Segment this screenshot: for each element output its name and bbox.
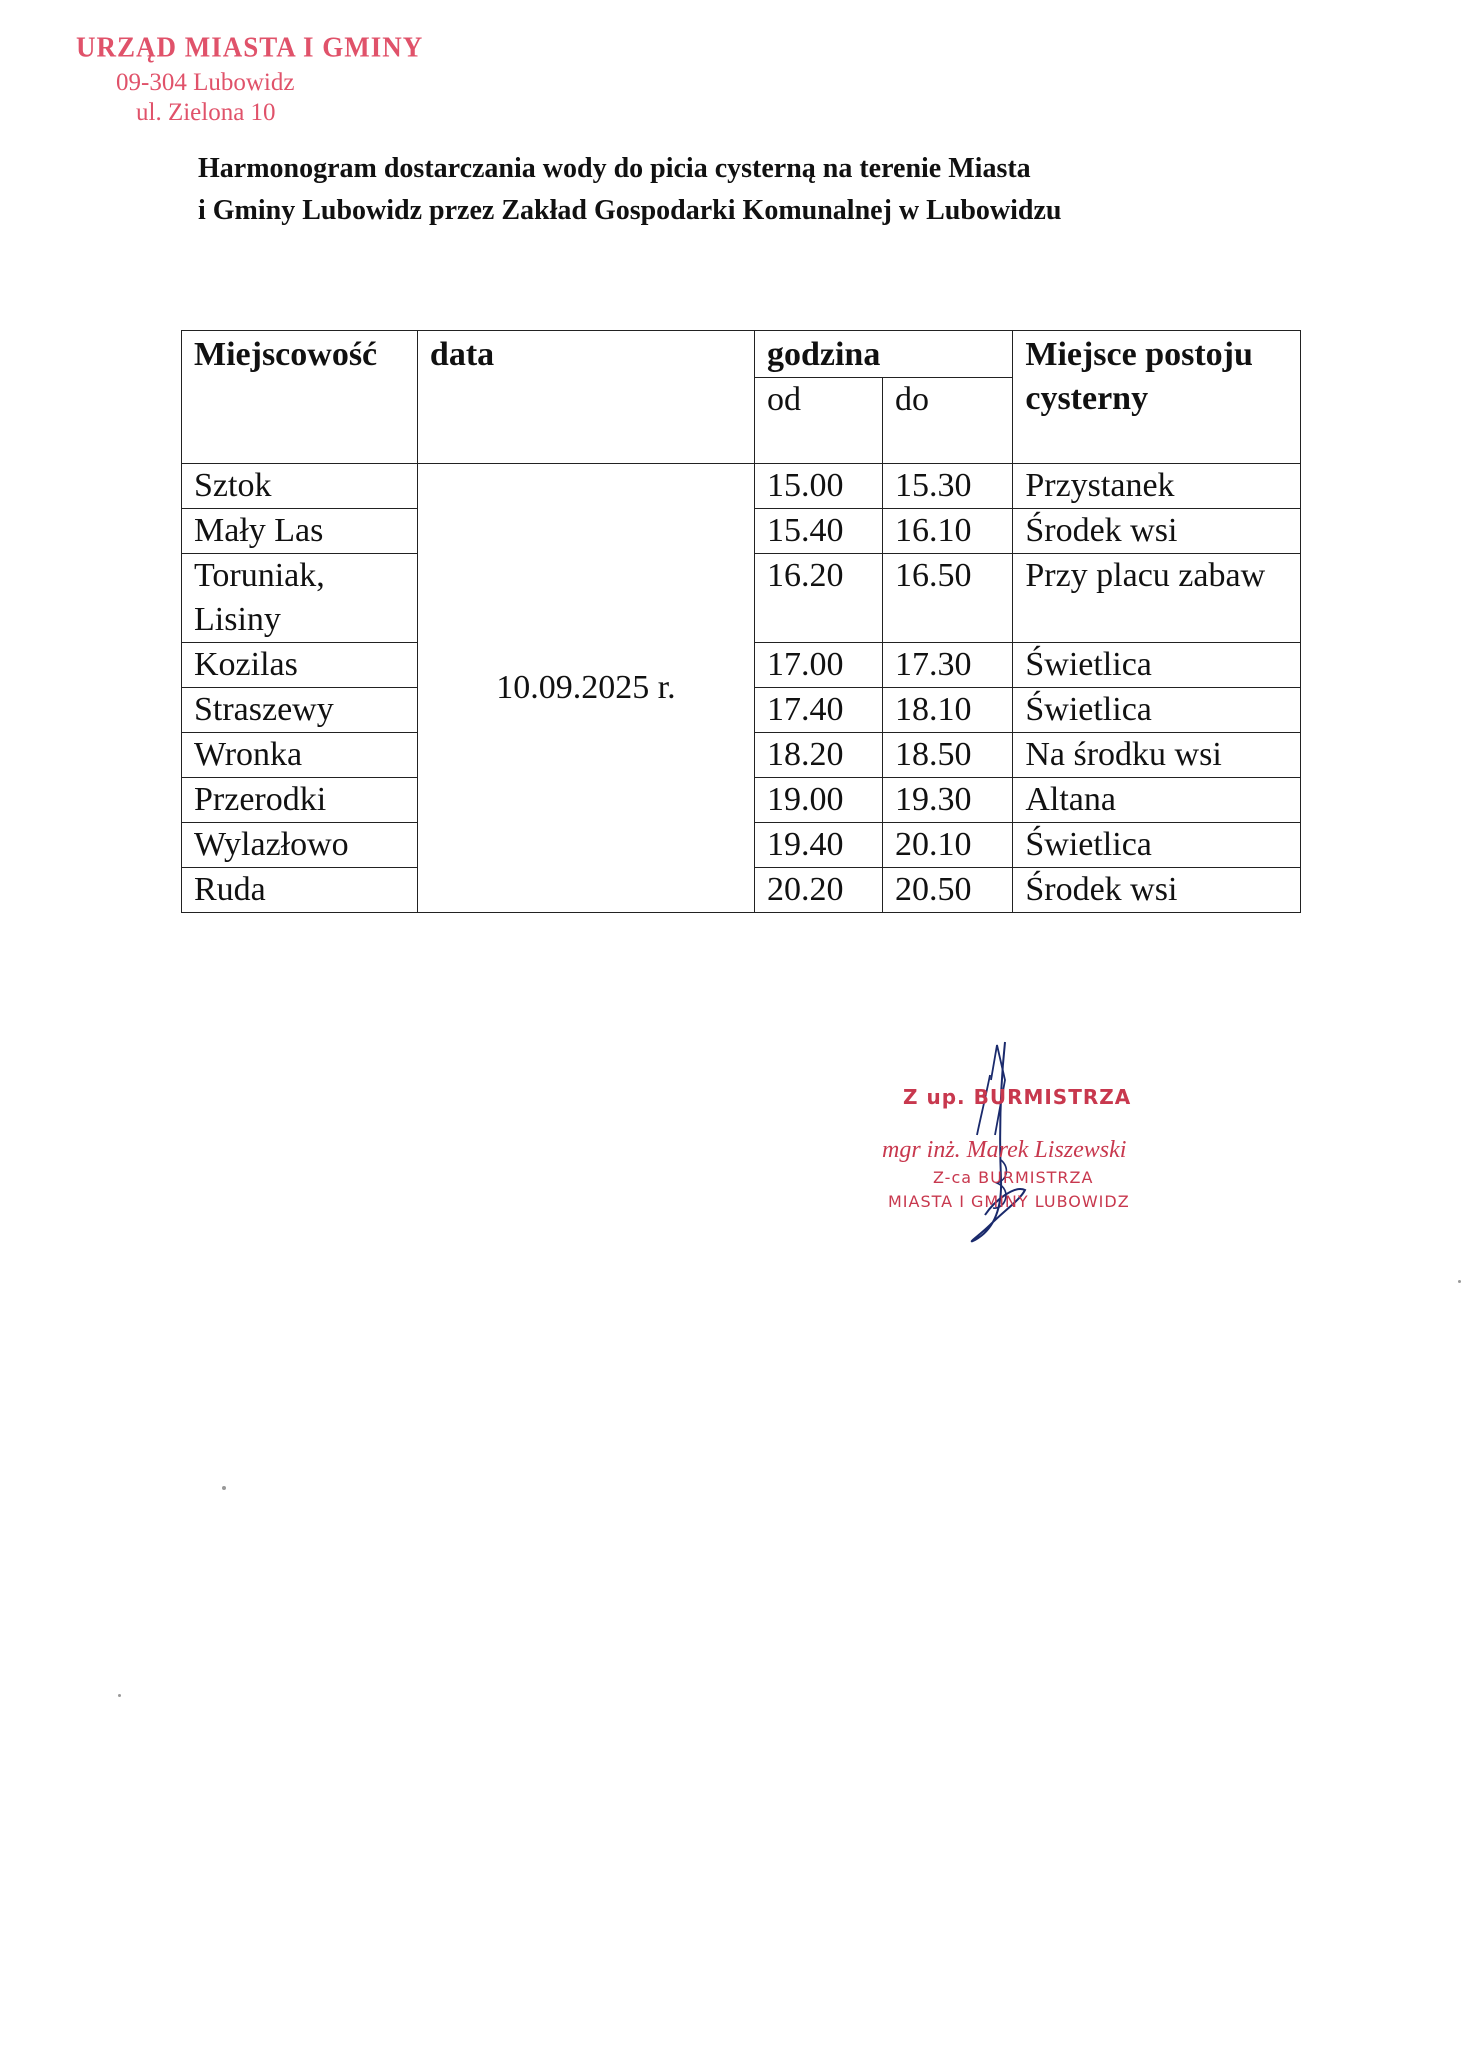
cell-place: Kozilas <box>182 643 418 688</box>
cell-to: 20.50 <box>883 868 1013 913</box>
cell-date: 10.09.2025 r. <box>417 464 754 913</box>
cell-from: 19.00 <box>754 778 882 823</box>
cell-stop: Środek wsi <box>1013 509 1301 554</box>
cell-to: 20.10 <box>883 823 1013 868</box>
signature-role: Z-ca BURMISTRZA <box>933 1168 1094 1187</box>
signature-on-behalf: Z up. BURMISTRZA <box>903 1085 1132 1109</box>
scan-speck <box>1458 1280 1461 1283</box>
cell-from: 15.40 <box>754 509 882 554</box>
table-row <box>182 464 1301 509</box>
office-stamp <box>76 32 423 127</box>
cell-stop: Świetlica <box>1013 643 1301 688</box>
cell-to: 15.30 <box>883 464 1013 509</box>
header-from: od <box>754 378 882 464</box>
title-line-2: i Gminy Lubowidz przez Zakład Gospodarki Komunalnej w Lubowidzu <box>198 195 1062 226</box>
cell-from: 18.20 <box>754 733 882 778</box>
title-line-1: Harmonogram dostarczania wody do picia cysterną na terenie Miasta <box>198 153 1031 184</box>
cell-place: Sztok <box>182 464 418 509</box>
header-date: data <box>417 331 754 464</box>
cell-place: Wylazłowo <box>182 823 418 868</box>
cell-from: 15.00 <box>754 464 882 509</box>
cell-to: 19.30 <box>883 778 1013 823</box>
document-title <box>198 148 1298 232</box>
cell-place: Przerodki <box>182 778 418 823</box>
cell-stop: Przystanek <box>1013 464 1301 509</box>
schedule-rows <box>182 464 1301 913</box>
cell-to: 18.10 <box>883 688 1013 733</box>
header-row <box>182 331 1301 378</box>
header-place: Miejscowość <box>182 331 418 464</box>
stamp-postcode: 09-304 Lubowidz <box>116 69 295 96</box>
cell-from: 20.20 <box>754 868 882 913</box>
header-stop: Miejsce postoju cysterny <box>1013 331 1301 464</box>
cell-stop: Na środku wsi <box>1013 733 1301 778</box>
cell-place: Wronka <box>182 733 418 778</box>
cell-stop: Środek wsi <box>1013 868 1301 913</box>
header-to: do <box>883 378 1013 464</box>
cell-from: 17.00 <box>754 643 882 688</box>
cell-place: Straszewy <box>182 688 418 733</box>
cell-stop: Przy placu zabaw <box>1013 554 1301 643</box>
signature-office: MIASTA I GMINY LUBOWIDZ <box>888 1192 1130 1211</box>
cell-stop: Świetlica <box>1013 688 1301 733</box>
cell-place: Mały Las <box>182 509 418 554</box>
cell-from: 16.20 <box>754 554 882 643</box>
scan-speck <box>222 1486 226 1490</box>
signature-name: mgr inż. Marek Liszewski <box>882 1137 1127 1163</box>
header-time: godzina <box>754 331 1012 378</box>
cell-from: 19.40 <box>754 823 882 868</box>
cell-to: 16.10 <box>883 509 1013 554</box>
cell-place: Toruniak, Lisiny <box>182 554 418 643</box>
scan-speck <box>118 1694 121 1697</box>
cell-to: 17.30 <box>883 643 1013 688</box>
cell-stop: Świetlica <box>1013 823 1301 868</box>
cell-place: Ruda <box>182 868 418 913</box>
schedule-table <box>181 330 1301 913</box>
cell-to: 18.50 <box>883 733 1013 778</box>
cell-stop: Altana <box>1013 778 1301 823</box>
cell-to: 16.50 <box>883 554 1013 643</box>
stamp-street: ul. Zielona 10 <box>136 99 276 126</box>
stamp-office-name: URZĄD MIASTA I GMINY <box>76 31 424 63</box>
cell-from: 17.40 <box>754 688 882 733</box>
